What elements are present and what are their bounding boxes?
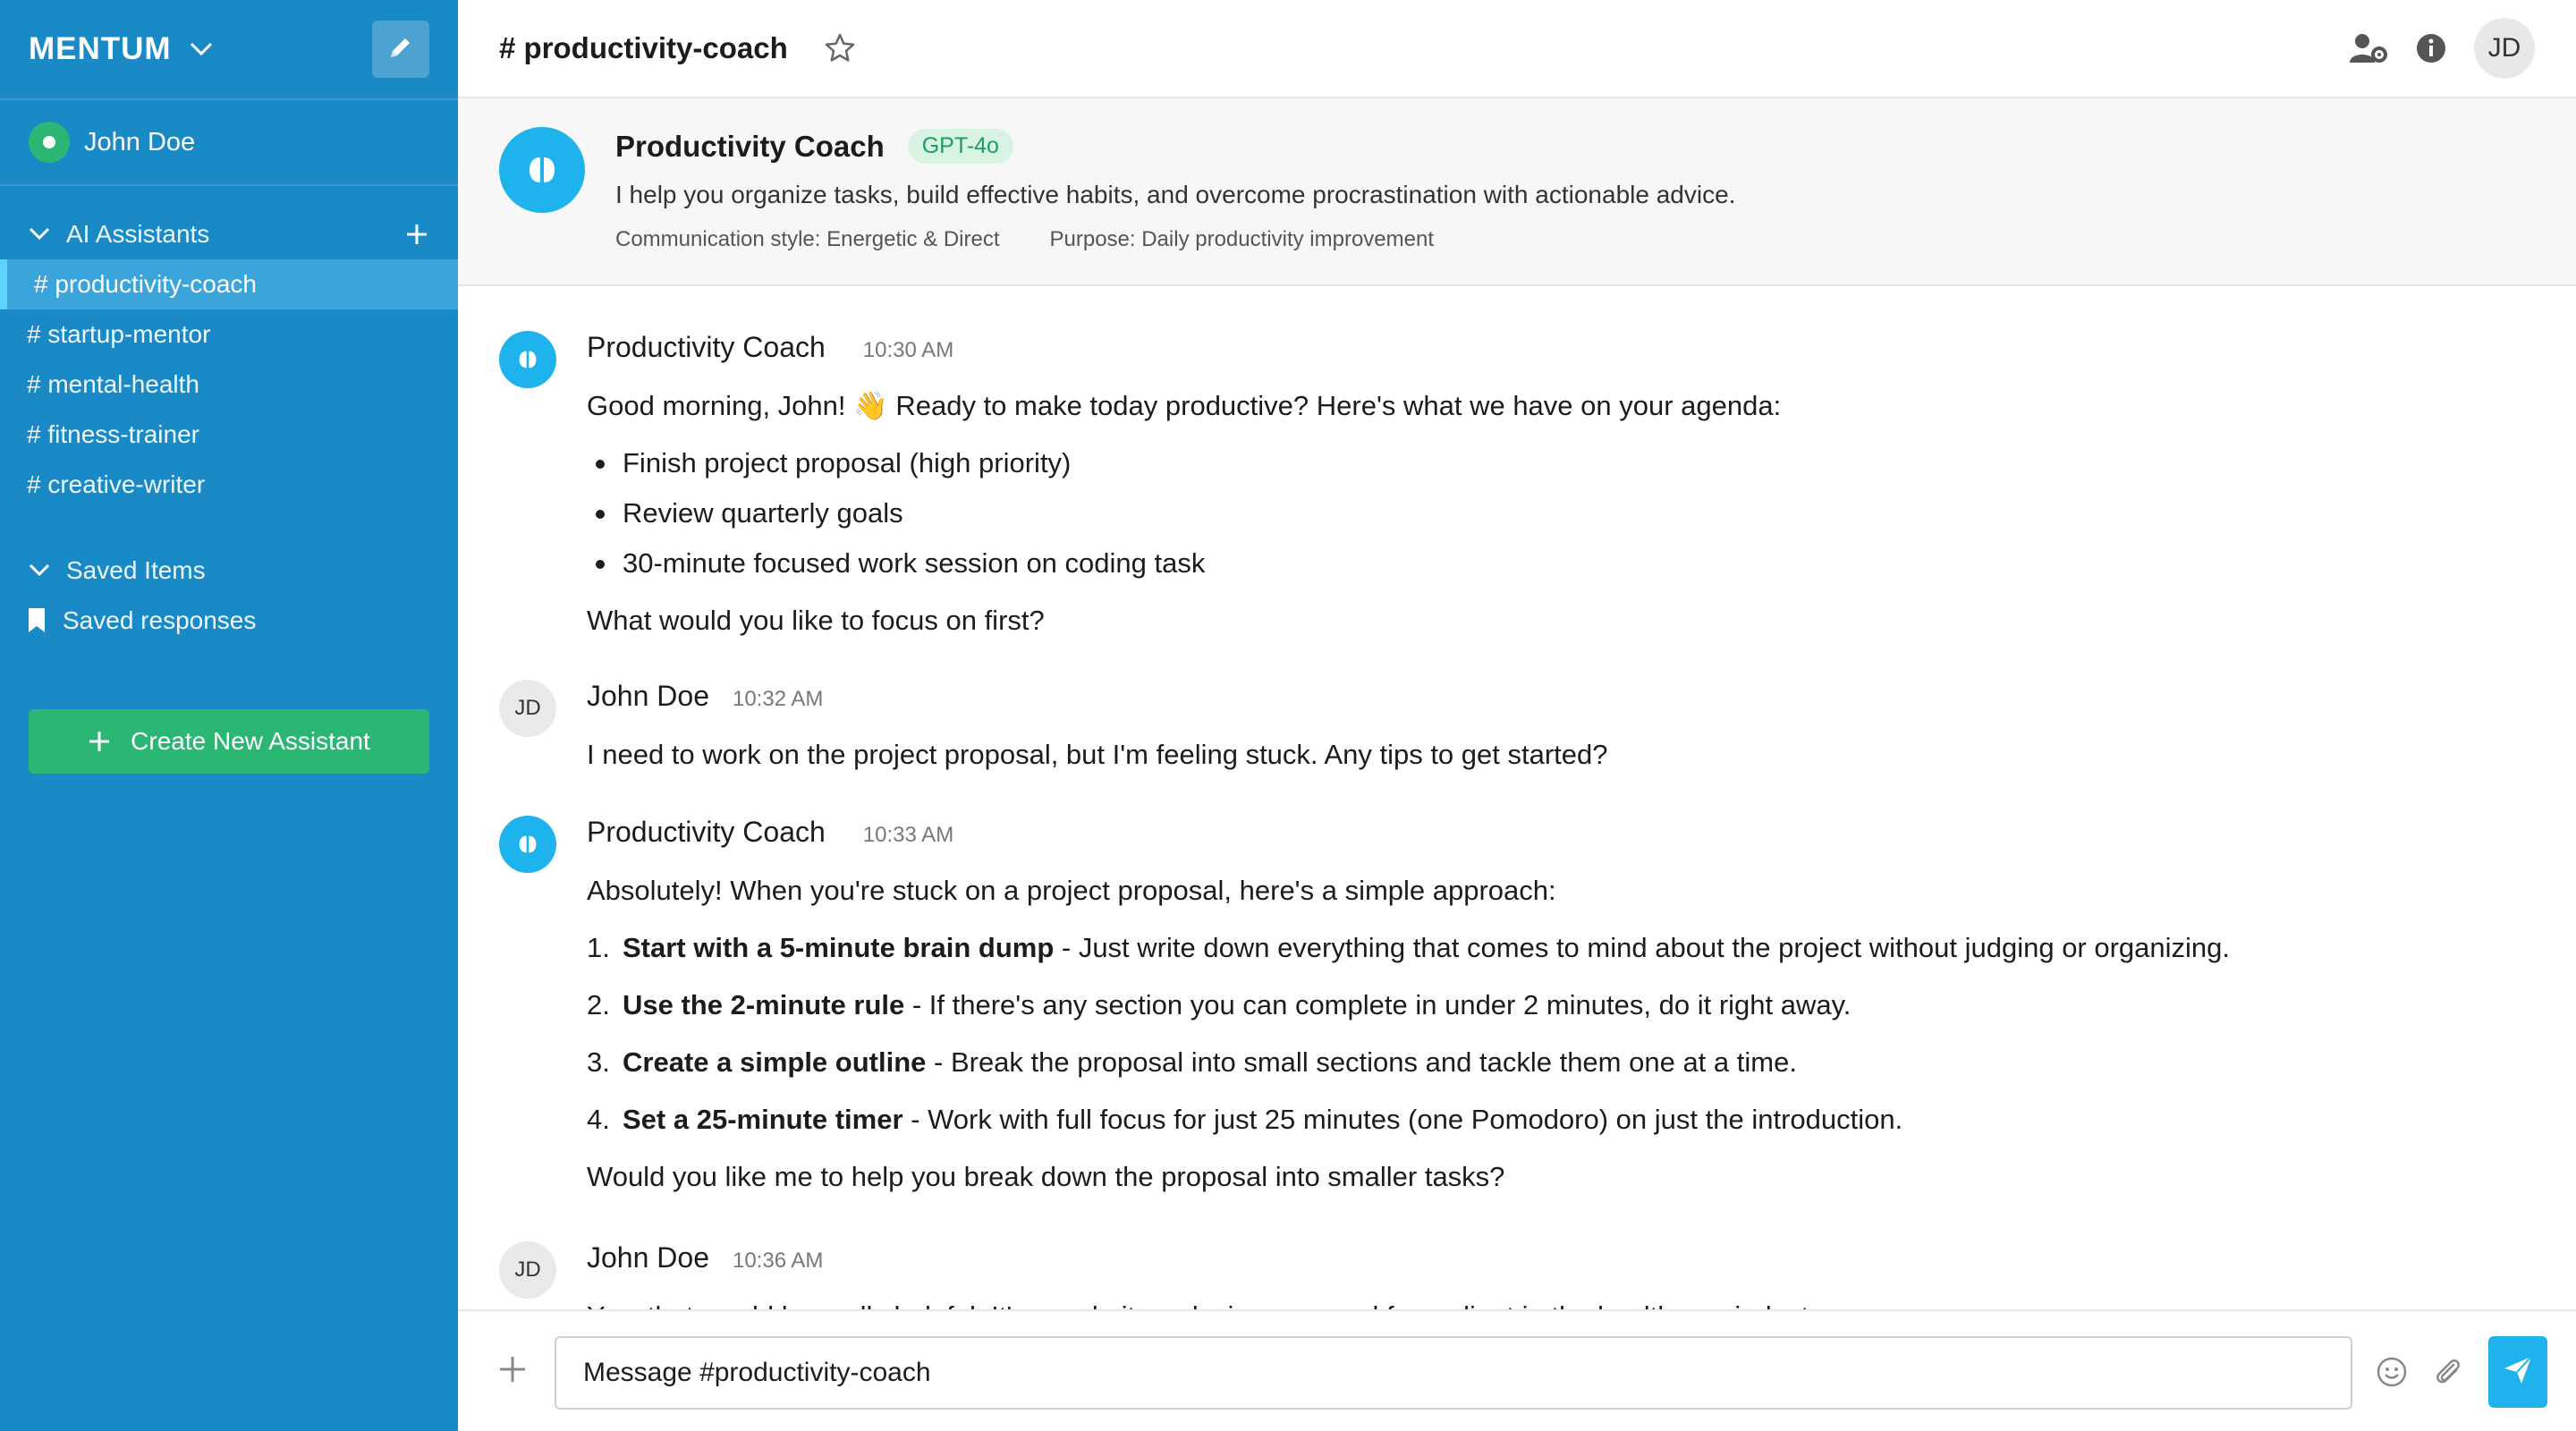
saved-items-section-header[interactable] — [0, 546, 458, 596]
plus-icon[interactable] — [497, 1354, 528, 1384]
message-text: I need to work on the project proposal, but I'm feeling stuck. Any tips to get started? — [587, 739, 1608, 770]
ai-assistants-section-header[interactable] — [0, 209, 458, 259]
message-composer — [458, 1309, 2576, 1431]
create-new-assistant-label: Create New Assistant — [131, 727, 370, 755]
list-item: Review quarterly goals — [587, 485, 2537, 542]
message-header — [587, 680, 823, 713]
message-time: 10:32 AM — [732, 687, 824, 711]
message-body — [587, 726, 2537, 783]
send-button[interactable] — [2488, 1336, 2547, 1408]
list-item: 30-minute focused work session on coding task — [587, 535, 2537, 592]
channel-fitness-trainer[interactable]: # fitness-trainer — [27, 420, 199, 448]
smiley-icon[interactable] — [2376, 1356, 2408, 1388]
assistant-purpose: Purpose: Daily productivity improvement — [1049, 227, 1435, 251]
message-body — [587, 377, 2537, 649]
workspace-header — [0, 0, 458, 100]
channel-mental-health[interactable]: # mental-health — [27, 370, 200, 398]
message-list[interactable] — [458, 288, 2576, 1309]
message-author[interactable]: John Doe — [587, 680, 709, 712]
channel-creative-writer[interactable]: # creative-writer — [27, 470, 206, 498]
model-badge: GPT-4o — [908, 129, 1013, 164]
steps-list — [587, 919, 2537, 1148]
agenda-list — [587, 435, 2537, 592]
brain-icon — [499, 816, 556, 873]
step-text: - If there's any section you can complete in under 2 minutes, do it right away. — [904, 989, 1852, 1020]
message-input[interactable] — [555, 1336, 2352, 1410]
channel-header — [458, 0, 2576, 98]
current-user-name: John Doe — [84, 127, 196, 157]
list-item: Finish project proposal (high priority) — [587, 435, 2537, 492]
assistant-title — [615, 129, 1013, 164]
list-item — [587, 919, 2537, 977]
step-title: Set a 25-minute timer — [623, 1104, 903, 1135]
step-text: - Just write down everything that comes to mind about the project without judging or organizing. — [1054, 932, 2231, 963]
main-pane — [458, 0, 2576, 1431]
paper-plane-icon — [2503, 1355, 2533, 1390]
workspace-name[interactable]: MENTUM — [29, 31, 172, 66]
step-text: - Work with full focus for just 25 minutes (one Pomodoro) on just the introduction. — [902, 1104, 1903, 1135]
list-item — [587, 1034, 2537, 1091]
channel-startup-mentor[interactable]: # startup-mentor — [27, 320, 211, 348]
saved-responses-label: Saved responses — [63, 606, 257, 634]
user-avatar[interactable]: JD — [499, 680, 556, 737]
online-status-icon — [29, 122, 70, 163]
info-icon[interactable] — [2411, 29, 2451, 68]
message-header — [587, 331, 953, 364]
message-text: Good morning, John! 👋 Ready to make today productive? Here's what we have on your agenda: — [587, 390, 1782, 421]
user-settings-icon[interactable] — [2349, 29, 2388, 68]
create-new-assistant-button[interactable] — [29, 709, 429, 774]
chevron-down-icon[interactable] — [29, 558, 54, 583]
star-icon[interactable] — [824, 32, 856, 64]
channel-title: # productivity-coach — [499, 31, 788, 64]
plus-icon — [88, 730, 111, 753]
message-text: Would you like me to help you break down the proposal into smaller tasks? — [587, 1161, 1505, 1192]
step-number: 3. — [587, 1046, 610, 1078]
communication-style: Communication style: Energetic & Direct — [615, 227, 1000, 251]
step-number: 2. — [587, 989, 610, 1020]
message-header — [587, 1241, 823, 1274]
chevron-down-icon[interactable] — [190, 36, 216, 63]
assistant-meta — [615, 227, 1434, 252]
brain-icon — [499, 127, 585, 213]
step-number: 4. — [587, 1104, 610, 1135]
compose-button[interactable] — [372, 21, 429, 78]
list-item — [587, 977, 2537, 1034]
saved-responses-item[interactable] — [0, 596, 458, 646]
message-text: Absolutely! When you're stuck on a project proposal, here's a simple approach: — [587, 875, 1556, 906]
step-title: Use the 2-minute rule — [623, 989, 905, 1020]
current-user[interactable] — [0, 100, 458, 186]
message-time: 10:30 AM — [862, 338, 954, 362]
pencil-icon — [387, 34, 414, 65]
step-title: Create a simple outline — [623, 1046, 927, 1078]
message-author[interactable]: John Doe — [587, 1241, 709, 1274]
message-author[interactable]: Productivity Coach — [587, 816, 826, 848]
message-body — [587, 862, 2537, 1206]
chevron-down-icon[interactable] — [29, 222, 54, 247]
brain-icon — [499, 331, 556, 388]
add-assistant-icon[interactable] — [404, 222, 429, 247]
user-avatar[interactable]: JD — [499, 1241, 556, 1299]
bookmark-icon — [27, 607, 48, 634]
paperclip-icon[interactable] — [2431, 1354, 2463, 1388]
message-author[interactable]: Productivity Coach — [587, 331, 826, 363]
message-text: What would you like to focus on first? — [587, 605, 1045, 636]
step-title: Start with a 5-minute brain dump — [623, 932, 1055, 963]
channel-productivity-coach[interactable]: # productivity-coach — [0, 259, 458, 309]
step-number: 1. — [587, 932, 610, 963]
header-actions — [2349, 18, 2535, 79]
sidebar — [0, 0, 458, 1431]
message-header — [587, 816, 953, 849]
ai-assistants-label: AI Assistants — [66, 220, 210, 248]
list-item — [587, 1091, 2537, 1148]
assistant-info-panel — [458, 98, 2576, 286]
user-avatar[interactable]: JD — [2474, 18, 2535, 79]
assistant-name: Productivity Coach — [615, 129, 885, 163]
message-time: 10:36 AM — [732, 1249, 824, 1273]
message-time: 10:33 AM — [862, 823, 954, 847]
step-text: - Break the proposal into small sections and tackle them one at a time. — [926, 1046, 1797, 1078]
saved-items-label: Saved Items — [66, 556, 206, 584]
assistant-description: I help you organize tasks, build effective habits, and overcome procrastination with actionable advice. — [615, 181, 1736, 208]
